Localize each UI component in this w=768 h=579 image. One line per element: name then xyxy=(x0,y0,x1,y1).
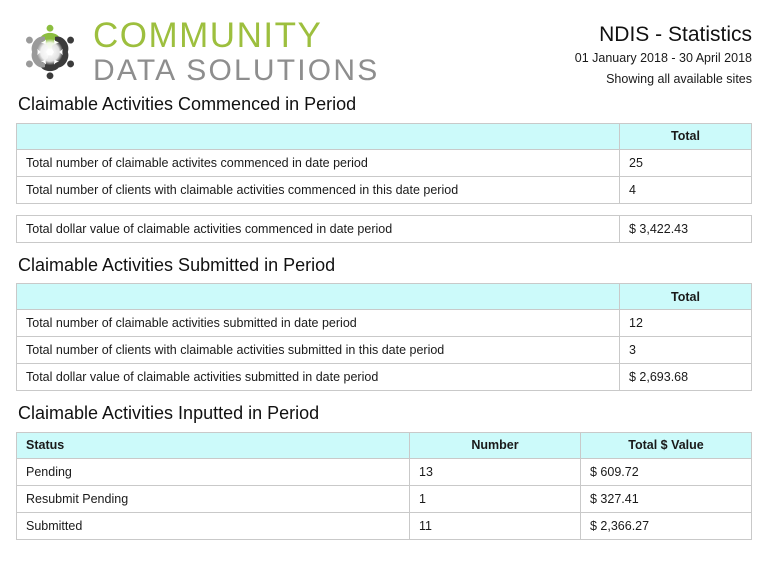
brand-wordmark xyxy=(93,18,379,86)
row-label: Total number of clients with claimable activities commenced in this date period xyxy=(17,176,620,203)
community-people-circle-icon xyxy=(16,19,84,85)
report-meta xyxy=(575,12,752,90)
submitted-table xyxy=(16,283,752,391)
section-heading-commenced: Claimable Activities Commenced in Period xyxy=(18,94,357,114)
report-date-range: 01 January 2018 - 30 April 2018 xyxy=(574,51,752,66)
section-heading-inputted: Claimable Activities Inputted in Period xyxy=(18,403,320,424)
row-value: $ 609.72 xyxy=(581,458,752,485)
table-spacer xyxy=(16,204,752,215)
table-header-row xyxy=(17,123,752,149)
column-header-total: Total xyxy=(620,284,752,310)
row-status: Submitted xyxy=(17,512,410,539)
section-submitted xyxy=(16,255,752,392)
commenced-dollar-total-table xyxy=(16,215,752,243)
column-header-status: Status xyxy=(17,432,410,458)
row-status: Pending xyxy=(17,458,410,485)
commenced-table xyxy=(16,123,752,204)
table-row xyxy=(17,485,752,512)
row-total: 25 xyxy=(620,149,752,176)
table-row xyxy=(17,215,752,242)
row-total: $ 2,693.68 xyxy=(620,364,752,391)
row-status: Resubmit Pending xyxy=(17,485,410,512)
table-header-row xyxy=(17,432,752,458)
column-header-label xyxy=(17,284,620,310)
row-label: Total dollar value of claimable activities commenced in date period xyxy=(17,215,620,242)
row-value: $ 327.41 xyxy=(581,485,752,512)
row-label: Total dollar value of claimable activities submitted in date period xyxy=(17,364,620,391)
row-total: $ 3,422.43 xyxy=(620,215,752,242)
row-label: Total number of clients with claimable activities submitted in this date period xyxy=(17,337,620,364)
table-row xyxy=(17,458,752,485)
column-header-total: Total xyxy=(620,123,752,149)
row-value: $ 2,366.27 xyxy=(581,512,752,539)
table-row xyxy=(17,176,752,203)
row-total: 3 xyxy=(620,337,752,364)
row-total: 12 xyxy=(620,310,752,337)
row-label: Total number of claimable activities submitted in date period xyxy=(17,310,620,337)
brand-logo xyxy=(16,12,379,86)
column-header-label xyxy=(17,123,620,149)
table-row xyxy=(17,364,752,391)
page-title: NDIS - Statistics xyxy=(599,23,752,46)
table-row xyxy=(17,310,752,337)
report-header xyxy=(0,0,768,94)
row-number: 1 xyxy=(410,485,581,512)
table-row xyxy=(17,337,752,364)
inputted-status-table xyxy=(16,432,752,540)
section-inputted xyxy=(16,403,752,540)
row-number: 13 xyxy=(410,458,581,485)
column-header-number: Number xyxy=(410,432,581,458)
report-scope: Showing all available sites xyxy=(606,71,752,86)
column-header-total-value: Total $ Value xyxy=(581,432,752,458)
table-row xyxy=(17,149,752,176)
section-heading-submitted: Claimable Activities Submitted in Period xyxy=(18,254,336,275)
row-number: 11 xyxy=(410,512,581,539)
brand-name-secondary: DATA SOLUTIONS xyxy=(93,54,380,87)
brand-name-primary: COMMUNITY xyxy=(93,16,323,55)
row-total: 4 xyxy=(620,176,752,203)
report-content xyxy=(0,94,768,540)
table-row xyxy=(17,512,752,539)
section-commenced xyxy=(16,94,752,243)
row-label: Total number of claimable activites commenced in date period xyxy=(17,149,620,176)
table-header-row xyxy=(17,284,752,310)
